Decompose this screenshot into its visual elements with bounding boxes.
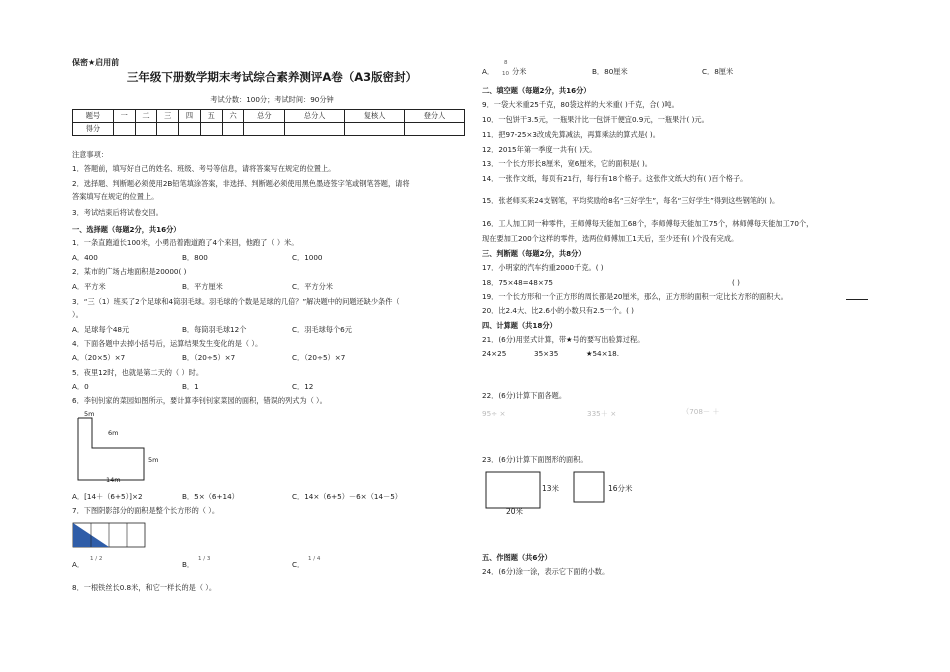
question-text: 13．一个长方形长8厘米，宽6厘米，它的面积是( )。: [482, 159, 652, 168]
choice-b[interactable]: B．80厘米: [592, 67, 628, 76]
fraction-quarter: 1 / 4: [308, 556, 321, 562]
confidential-mark: 保密★启用前: [72, 58, 120, 67]
garden-figure: [72, 410, 172, 486]
score-table-header-row: [73, 110, 465, 123]
fraction-half: 1 / 2: [90, 556, 103, 562]
question-text: 8．一根铁丝长0.8米，和它一样长的是（ ）。: [72, 583, 217, 592]
score-entry[interactable]: [345, 123, 405, 136]
question-text: 18．75×48=48×75: [482, 278, 553, 287]
question-text: 7．下图阴影部分的面积是整个长方形的（ ）。: [72, 506, 220, 515]
calc-item: 35×35: [534, 349, 559, 358]
score-cell: 复核人: [345, 110, 405, 123]
score-cell: 六: [222, 110, 244, 123]
question-text: 24．(6分)涂一涂，表示它下面的小数。: [482, 567, 610, 576]
question-text: 9．一袋大米重25千克，80袋这样的大米重( )千克，合( )吨。: [482, 100, 679, 109]
choice-c[interactable]: C．8厘米: [702, 67, 734, 76]
question-text: 23．(6分)计算下面图形的面积。: [482, 455, 588, 464]
choice-c[interactable]: C．羽毛球每个6元: [292, 325, 352, 334]
choice-a[interactable]: A．0: [72, 382, 89, 391]
calc-item: ★54×18.: [586, 349, 620, 358]
choice-c[interactable]: C．: [292, 560, 305, 569]
choice-c[interactable]: C．1000: [292, 253, 323, 262]
score-entry[interactable]: [405, 123, 465, 136]
choice-a[interactable]: A．足球每个48元: [72, 325, 130, 334]
score-table-score-row: [73, 123, 465, 136]
question-text: 1．一条直跑道长100米，小勇沿着跑道跑了4个来回，他跑了（ ）米。: [72, 238, 299, 247]
question-text: 14．一张作文纸，每页有21行，每行有18个格子。这张作文纸大约有( )百个格子。: [482, 174, 748, 183]
question-text: 22．(6分)计算下面各题。: [482, 391, 567, 400]
score-label: 得分: [73, 123, 114, 136]
choice-b[interactable]: B．5×（6+14）: [182, 492, 239, 501]
question-text: 2．某市的广场占地面积是20000( ): [72, 267, 187, 276]
section-heading: 四、计算题（共18分）: [482, 321, 557, 330]
faint-expression: 95÷ ×: [482, 409, 506, 418]
choice-a[interactable]: A．平方米: [72, 282, 106, 291]
score-cell: 三: [157, 110, 179, 123]
question-text: 10．一包饼干3.5元，一瓶果汁比一包饼干便宜0.9元，一瓶果汁( )元。: [482, 115, 709, 124]
note-item: 3．考试结束后将试卷交回。: [72, 208, 163, 217]
choice-a[interactable]: A．: [72, 560, 85, 569]
notes-heading: 注意事项：: [72, 150, 108, 159]
score-entry[interactable]: [157, 123, 179, 136]
score-cell: 一: [113, 110, 135, 123]
section-heading: 三、判断题（每题2分，共8分）: [482, 249, 586, 258]
score-cell: 五: [200, 110, 222, 123]
rect-width-label: 20米: [506, 507, 524, 516]
choice-a[interactable]: A．[14＋（6+5）]×2: [72, 492, 143, 501]
garden-top-label: 5m: [84, 410, 95, 418]
garden-right-label: 5m: [148, 456, 159, 464]
score-entry[interactable]: [135, 123, 157, 136]
faint-expression: （708－ ＋: [682, 407, 720, 416]
choice-b[interactable]: B．每筒羽毛球12个: [182, 325, 247, 334]
square-side-label: 16分米: [608, 484, 633, 493]
question-text: 5．夜里12时，也就是第二天的（ ）时。: [72, 368, 204, 377]
section-heading: 五、作图题（共6分）: [482, 553, 552, 562]
score-entry[interactable]: [179, 123, 201, 136]
exam-info: 考试分数：100分；考试时间：90分钟: [210, 95, 334, 104]
question-text: ）。: [72, 310, 83, 319]
score-cell: 总分人: [285, 110, 345, 123]
question-text: 17．小明家的汽车约重2000千克。( ): [482, 263, 604, 272]
question-text: 6．李钊钊家的菜园如图所示，要计算李钊钊家菜园的面积，错误的列式为（ ）。: [72, 396, 327, 405]
choice-b[interactable]: B．1: [182, 382, 199, 391]
question-text: 12．2015年第一季度一共有( )天。: [482, 145, 597, 154]
answer-paren[interactable]: ( ): [732, 278, 740, 287]
unit-text: 分米: [512, 67, 527, 76]
question-text: 20．比2.4大、比2.6小的小数只有2.5一个。( ): [482, 306, 634, 315]
score-entry[interactable]: [113, 123, 135, 136]
score-cell: 题号: [73, 110, 114, 123]
choice-b[interactable]: B．（20÷5）×7: [182, 353, 236, 362]
score-entry[interactable]: [285, 123, 345, 136]
area-shapes-figure: [482, 470, 622, 516]
shaded-rectangle-figure: [72, 522, 152, 550]
choice-a[interactable]: A．（20×5）×7: [72, 353, 126, 362]
question-text: 16．工人加工同一种零件，王师傅每天能加工68个，李师傅每天能加工75个，林师傅每天能加工70个，: [482, 219, 814, 228]
choice-c[interactable]: C．平方分米: [292, 282, 333, 291]
fraction-numerator: 8: [504, 60, 508, 66]
score-cell: 登分人: [405, 110, 465, 123]
question-text: 19．一个长方形和一个正方形的周长都是20厘米，那么，正方形的面积一定比长方形的面积大。: [482, 292, 788, 301]
question-text: 3．“三（1）班买了2个足球和4筒羽毛球。羽毛球的个数是足球的几倍？”解决题中的问题还缺少条件（: [72, 297, 400, 306]
score-entry[interactable]: [244, 123, 285, 136]
fraction-third: 1 / 3: [198, 556, 211, 562]
note-item: 1．答题前，填写好自己的姓名、班级、考号等信息，请将答案写在规定的位置上。: [72, 164, 336, 173]
answer-blank[interactable]: [846, 299, 868, 300]
note-item: 2．选择题、判断题必须使用2B铅笔填涂答案，非选择、判断题必须使用黑色墨迹签字笔或钢笔答题，请将: [72, 179, 410, 188]
section-heading: 一、选择题（每题2分，共16分）: [72, 225, 181, 234]
score-cell: 四: [179, 110, 201, 123]
rect-height-label: 13米: [542, 484, 560, 493]
score-table: [72, 109, 465, 136]
score-entry[interactable]: [222, 123, 244, 136]
question-text: 11．把97-25×3改成先算减法，再算乘法的算式是( )。: [482, 130, 660, 139]
choice-c[interactable]: C．14×（6+5）－6×（14－5）: [292, 492, 402, 501]
score-cell: 总分: [244, 110, 285, 123]
garden-bottom-label: 14m: [106, 476, 121, 484]
garden-inner-label: 6m: [108, 429, 119, 437]
page-title: 三年级下册数学期末考试综合素养测评A卷（A3版密封）: [126, 70, 418, 84]
section-heading: 二、填空题（每题2分，共16分）: [482, 86, 591, 95]
choice-a[interactable]: A．400: [72, 253, 98, 262]
choice-b[interactable]: B．: [182, 560, 195, 569]
question-text: 21．(6分)用竖式计算，带★号的要写出验算过程。: [482, 335, 645, 344]
faint-expression: 335＋ ×: [587, 409, 617, 418]
question-text: 4．下面各题中去掉小括号后，运算结果发生变化的是（ ）。: [72, 339, 263, 348]
calc-item: 24×25: [482, 349, 507, 358]
choice-a[interactable]: A．: [482, 67, 495, 76]
fraction-denominator: 10: [502, 71, 509, 77]
question-text: 15．张老师买来24支钢笔，平均奖励给8名“三好学生”，每名“三好学生”得到这些钢笔的( )。: [482, 196, 780, 205]
choice-c[interactable]: C．12: [292, 382, 314, 391]
choice-b[interactable]: B．平方厘米: [182, 282, 223, 291]
score-cell: 二: [135, 110, 157, 123]
score-entry[interactable]: [200, 123, 222, 136]
choice-c[interactable]: C．（20÷5）×7: [292, 353, 346, 362]
choice-b[interactable]: B．800: [182, 253, 208, 262]
question-text: 现在要加工200个这样的零件，选两位师傅加工1天后，至少还有( )个没有完成。: [482, 234, 739, 243]
note-item: 答案填写在规定的位置上。: [72, 192, 159, 201]
